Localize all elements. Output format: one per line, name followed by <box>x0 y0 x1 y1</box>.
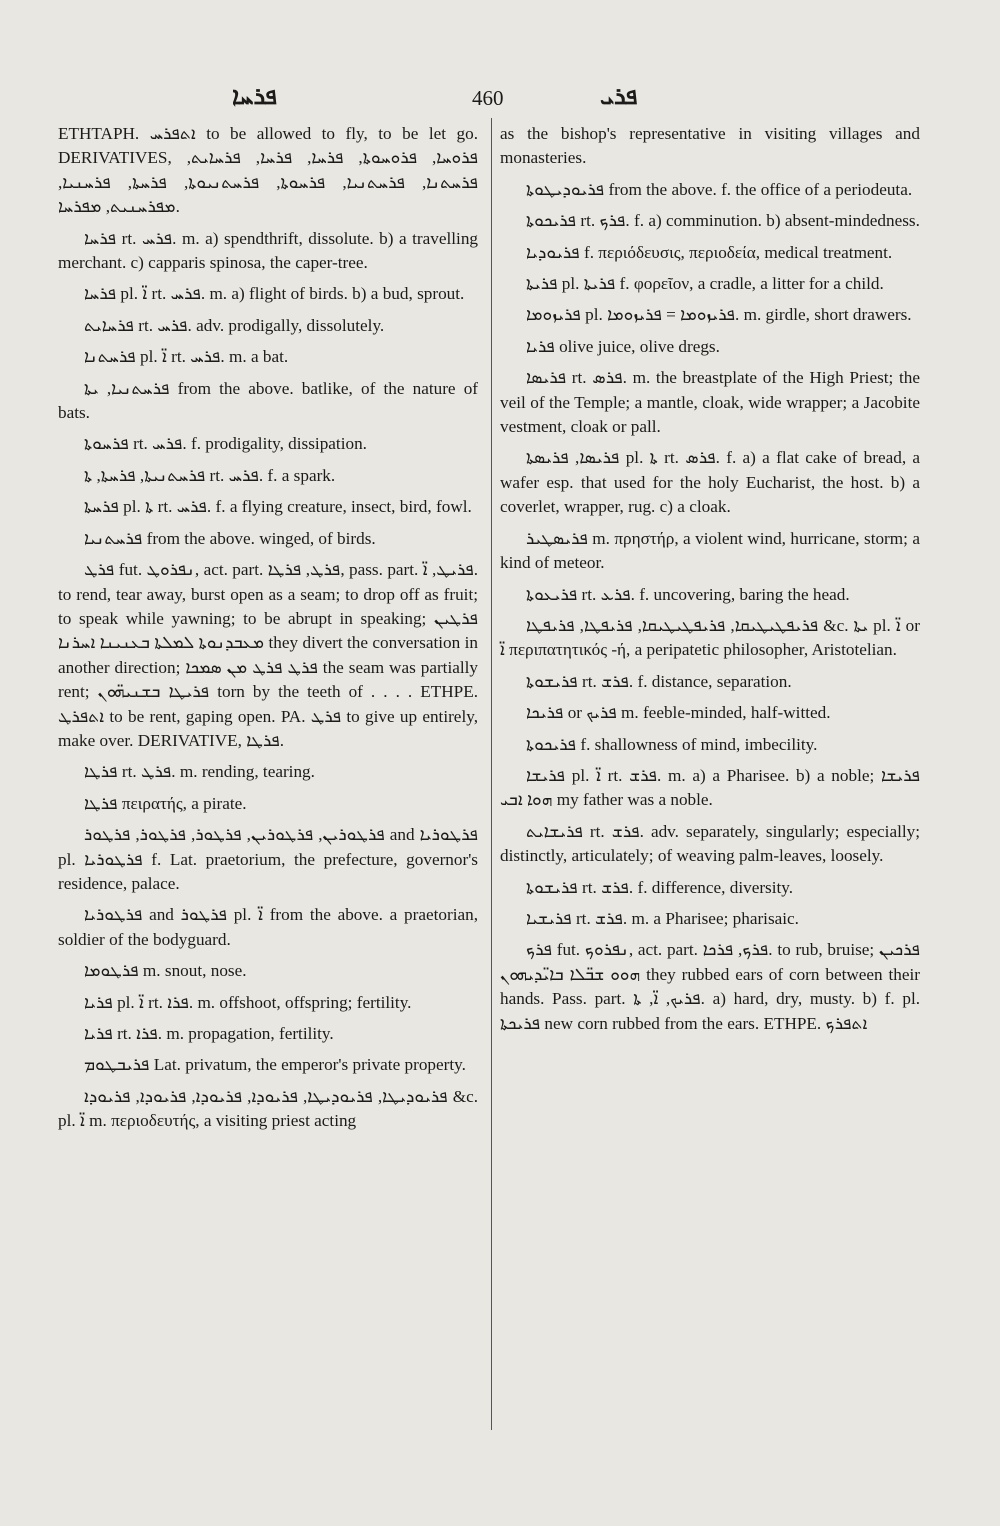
dictionary-entry: ܦܪܝܫܝܐ rt. ܦܪܫ. m. a Pharisee; pharisaic. <box>526 908 799 928</box>
dictionary-entry: ܦܪܛܐ rt. ܦܪܛ. m. rending, tearing. <box>84 762 315 782</box>
dictionary-entry: ܦܪܛ fut. ܢܦܪܘܛ, act. part. ܦܪܛ, ܦܪܛܐ, pass. part. ܦܪܝܛ, ܐ̈. to rend, tear away, burst open as a seam; to drop off as fruit; to speak while yawning; to be abrupt in speaking; ܦܪܛܝܢ ܡܥܒܕܢܘܬܐ ܠܡܠܬܐ ܒܥܢܝܢܐ ܐܚܪܢܐ they divert the conversation in another direction; ܦܪܛ ܦܪܛ ܡܢ ܣܡܟܐ the seam was partially rent; ܦܪܝܛܐ ܒܫܢܝܗ̈ܘܢ torn by the teeth of . . . . ETHPE. ܐܬܦܪܛ to be rent, gaping open. PA. ܦܪܛ to give up entirely, make over. DERIVATIVE, ܦܪܛܐ. <box>58 560 479 750</box>
page-number: 460 <box>472 86 504 110</box>
column-divider <box>491 118 492 1430</box>
dictionary-entry: ܦܪܝܫܘܬܐ rt. ܦܪܫ. f. distance, separation. <box>526 671 792 691</box>
dictionary-entry: ܦܪܝܣܛܝܪ m. πρηστήρ, a violent wind, hurricane, storm; a kind of meteor. <box>500 528 920 573</box>
dictionary-entry: ܦܪܝܫܘܬܐ rt. ܦܪܫ. f. difference, diversity. <box>526 877 794 897</box>
dictionary-entry: ܦܪܚܬܢܝܬܐ, ܦܪܚܬܐ, ܬܐ rt. ܦܪܚ. f. a spark. <box>84 465 336 485</box>
left-headword: ܦܪܚܐ <box>232 82 277 110</box>
dictionary-entry: ܦܪܚܐ rt. ܦܪܚ. m. a) spendthrift, dissolute. b) a travelling merchant. c) capparis spinosa, the caper-tree. <box>58 228 479 273</box>
dictionary-entry: ܦܪܝܐ olive juice, olive dregs. <box>526 336 720 356</box>
left-column <box>58 122 478 1141</box>
dictionary-entry: ܦܪܚܬܐ pl. ܬܐ rt. ܦܪܚ. f. a flying creature, insect, bird, fowl. <box>84 497 472 517</box>
dictionary-entry: ܦܪܛܐ πειρατής, a pirate. <box>84 793 247 813</box>
dictionary-entry: ܦܪܝܬܐ pl. ܦܪܝܬܐ f. φορεῖον, a cradle, a litter for a child. <box>526 274 884 294</box>
dictionary-entry: ܦܪܚܬܢܐ pl. ܐ̈ rt. ܦܪܚ. m. a bat. <box>84 347 289 367</box>
dictionary-entry: ETHTAPH. ܐܬܦܪܚ to be allowed to fly, to be let go. DERIVATIVES, ܦܪܘܚܐ, ܦܪܘܚܘܬܐ, ܦܪܚܐ, ܦܪܚܐ, ܦܪܚܐܝܬ, ܦܪܚܬܢܐ, ܦܪܚܬܢܝܐ, ܦܪܚܘܬܐ, ܦܪܚܬܢܝܘܬܐ, ܦܪܚܬܐ, ܦܪܚܢܝܐ, ܡܦܪܚܢܝܬ, ܡܦܪܚܐ. <box>58 124 478 217</box>
dictionary-entry: ܦܪܝܫܐ pl. ܐ̈ rt. ܦܪܫ. m. a) a Pharisee. b) a noble; ܦܪܝܫܐ ܗܘܐ ܐܒܝ my father was a noble. <box>500 765 921 810</box>
running-header <box>0 82 1000 116</box>
dictionary-entry: ܦܪܝܙܘܡܐ pl. ܦܪܝܙܘܡܐ = ܦܪܝܙܘܡܐ. m. girdle, short drawers. <box>526 305 912 325</box>
dictionary-entry: ܦܪܝܐ pl. ܐ̈ rt. ܦܪܐ. m. offshoot, offspring; fertility. <box>84 992 412 1012</box>
dictionary-entry: ܦܪܝܒܛܘܡ Lat. privatum, the emperor's private property. <box>84 1055 466 1075</box>
dictionary-entry: ܦܪܛܘܡܐ m. snout, nose. <box>84 961 247 981</box>
dictionary-entry: ܦܪܚܐܝܬ rt. ܦܪܚ. adv. prodigally, dissolutely. <box>84 315 385 335</box>
dictionary-entry: ܦܪܚܬܢܝܐ, ܝܬܐ from the above. batlike, of the nature of bats. <box>58 378 479 423</box>
dictionary-entry: ܦܪܝܐ rt. ܦܪܐ. m. propagation, fertility. <box>84 1024 334 1043</box>
dictionary-entry: ܦܪܝܣܐ, ܦܪܝܣܬܐ pl. ܬܐ rt. ܦܪܣ. f. a) a flat cake of bread, a wafer esp. that used for the holy Eucharist, the host. b) a coverlet, wrapper, rug. c) a cloak. <box>500 448 921 517</box>
dictionary-entry: as the bishop's representative in visiting villages and monasteries. <box>500 124 920 168</box>
dictionary-entry: ܦܪܝܘܕܝܛܘܬܐ from the above. f. the office of a periodeuta. <box>526 179 913 199</box>
dictionary-entry: ܦܪܝܟܘܬܐ rt. ܦܪܟ. f. a) comminution. b) absent-mindedness. <box>526 211 920 231</box>
dictionary-entry: ܦܪܝܫܐܝܬ rt. ܦܪܫ. adv. separately, singularly; especially; distinctly, articulately; of weaving palm-leaves, loosely. <box>500 821 920 866</box>
dictionary-entry: ܦܪܝܘܕܝܐ f. περιόδευσις, περιοδεία, medical treatment. <box>526 242 893 262</box>
dictionary-entry: ܦܪܝܣܐ rt. ܦܪܣ. m. the breastplate of the High Priest; the veil of the Temple; a mantle, cloak, wide wrapper; a Jacobite vestment, cloak or pall. <box>500 368 920 437</box>
dictionary-entry: ܦܪܝܘܕܝܛܐ, ܦܪܝܘܕܝܛܐ, ܦܪܝܘܕܐ, ܦܪܝܘܕܐ, ܦܪܝܘܕܐ, ܦܪܝܘܕܐ &c. pl. ܐ̈ m. περιοδευτής, a visiting priest acting <box>58 1086 479 1131</box>
right-headword: ܦܪܝ <box>600 82 638 110</box>
dictionary-entry: ܦܪܚܘܬܐ rt. ܦܪܚ. f. prodigality, dissipation. <box>84 434 367 454</box>
dictionary-entry: ܦܪܛܘܪܝܐ and ܦܪܛܘܪ pl. ܐ̈ from the above. a praetorian, soldier of the bodyguard. <box>58 905 478 949</box>
dictionary-entry: ܦܪܚܐ pl. ܐ̈ rt. ܦܪܚ. m. a) flight of birds. b) a bud, sprout. <box>84 284 465 304</box>
dictionary-entry: ܦܪܝܟܘܬܐ f. shallowness of mind, imbecility. <box>526 734 818 754</box>
dictionary-entry: ܦܪܚܬܢܝܐ from the above. winged, of birds. <box>84 528 376 548</box>
dictionary-entry: ܦܪܝܟܐ or ܦܪܝܟ m. feeble-minded, half-witted. <box>526 703 831 723</box>
dictionary-entry: ܦܪܝܦܛܝܛܝܩܐ, ܦܪܝܦܛܝܛܝܩܐ, ܦܪܝܦܛܐ, ܦܪܝܦܛܐ &c. ܝܬܐ pl. ܐ̈ or ܐ̈ περιπατητικός -ή, a peripatetic philosopher, Aristotelian. <box>500 615 920 660</box>
dictionary-entry: ܦܪܝܥܘܬܐ rt. ܦܪܥ. f. uncovering, baring the head. <box>526 584 850 604</box>
dictionary-entry: ܦܪܟ fut. ܢܦܪܘܟ, act. part. ܦܪܟ, ܦܪܟܐ. to rub, bruise; ܦܪܟܝܢ ܗܘܘ ܫܒ̈ܠܐ ܒܐܝ̈ܕܝܗܘܢ they rubbed ears of corn between their hands. Pass. part. ܦܪܝܟ, ܐ̈, ܬܐ. a) hard, dry, musty. b) f. pl. ܦܪܝܟܬܐ new corn rubbed from the ears. ETHPE. ܐܬܦܪܟ <box>500 940 921 1033</box>
right-column <box>500 122 920 1043</box>
dictionary-entry: ܦܪܛܘܪܝܢ, ܦܪܛܘܪܝܢ, ܦܪܛܘܪ, ܦܪܛܘܪ, ܦܪܛܘܪ and ܦܪܛܘܪܝܐ pl. ܦܪܛܘܪܝܐ f. Lat. praetorium, the prefecture, governor's residence, palace. <box>58 825 478 893</box>
